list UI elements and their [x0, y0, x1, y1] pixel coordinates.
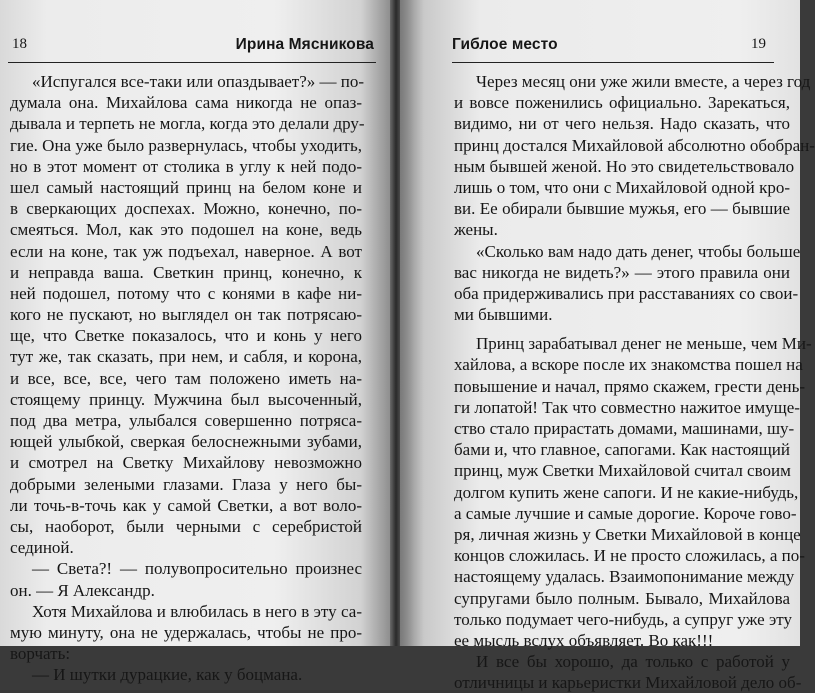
text-line: Принц зарабатывал денег не меньше, чем Ми- — [476, 334, 812, 354]
right-page-text — [454, 71, 815, 693]
text-line: думала она. Михайлова сама никогда не опаз- — [10, 93, 362, 113]
text-line: хайлова, а вскоре после их знакомства пошел на — [454, 355, 803, 375]
text-line: и неправда ваша. Светкин принц, конечно, к — [10, 262, 362, 282]
text-line: жены. — [454, 220, 498, 240]
text-line: тут же, так сказать, при нем, и сабля, и корона, — [10, 347, 362, 367]
page-number: 18 — [12, 36, 27, 52]
text-line: ющей улыбкой, сверкая белоснежными зубами, — [10, 432, 362, 452]
text-line: видимо, ни от чего нельзя. Надо сказать, что — [454, 114, 790, 134]
text-line: «Испугался все-таки или опаздывает?» — по- — [32, 72, 365, 91]
text-line: ным бывшей женой. Но это свидетельствовало — [454, 156, 795, 176]
text-line: дывала и терпеть не могла, когда это делали дру- — [10, 114, 365, 134]
text-line: бами и, что главное, сапогами. Как настоящий — [454, 440, 790, 460]
text-line: кого не пускают, но выглядел он так потрясаю- — [10, 305, 362, 325]
text-line: ней подошел, потому что с конями в кафе ни- — [10, 283, 362, 303]
text-line: — Света?! — полувопросительно произнес — [32, 559, 362, 579]
text-line: принц, муж Светки Михайловой считал своим — [454, 461, 791, 481]
text-line: И все бы хорошо, да только с работой у — [476, 652, 790, 672]
text-line: он. — Я Александр. — [10, 580, 155, 600]
text-line: Через месяц они уже жили вместе, а через год — [476, 72, 811, 91]
text-line: и вовсе поженились официально. Зарекаться, — [454, 93, 790, 113]
text-line: и все, все, все, чего там положено иметь на- — [10, 368, 362, 388]
text-line: повышение и начал, прямо скажем, грести день- — [454, 376, 806, 396]
text-line: под два метра, улыбался совершенно потряса- — [10, 411, 362, 430]
text-line: концов сложилась. И не просто сложилась, а по- — [454, 546, 805, 566]
page-curve-shadow — [400, 0, 414, 646]
text-line: в сверкающих доспехах. Можно, конечно, по- — [10, 199, 362, 219]
text-line: ще, что Светке показалось, что и конь у него — [10, 326, 362, 346]
text-line: принц достался Михайловой абсолютно обобран- — [454, 135, 815, 155]
text-line: ворчать: — [10, 644, 71, 664]
text-line: лишь о том, что они с Михайловой одной кро- — [454, 177, 790, 197]
text-line: сы, наоборот, были черными с серебристой — [10, 516, 362, 536]
text-line: сединой. — [10, 538, 74, 558]
text-line: но в этот момент от столика в углу к ней подо- — [10, 156, 362, 176]
text-line: только подумает чего-нибудь, а супруг уже эту — [454, 609, 792, 629]
text-line: а самые лучшие и самые дорогие. Короче гово- — [454, 503, 797, 523]
text-line: шел самый настоящий принц на белом коне и — [10, 177, 362, 197]
page-number: 19 — [751, 36, 766, 52]
left-page-header — [8, 36, 376, 63]
text-line: супругами было полным. Бывало, Михайлова — [454, 588, 790, 608]
text-line: Хотя Михайлова и влюбилась в него в эту са- — [32, 601, 362, 621]
text-line: оба придерживались при расставаниях со свои- — [454, 283, 799, 303]
running-head-title: Гиблое место — [452, 36, 558, 53]
text-line: и смотрел на Светку Михайлову невозможно — [10, 453, 362, 473]
running-head-author: Ирина Мясникова — [235, 36, 374, 53]
text-line: ли точь-в-точь как у самой Светки, а вот воло- — [10, 495, 362, 515]
right-page — [400, 0, 815, 693]
text-line: ви. Ее обирали бывшие мужья, его — бывшие — [454, 199, 790, 219]
text-line: «Сколько вам надо дать денег, чтобы больше — [476, 241, 801, 261]
text-line: смеяться. Мол, как это подошел на коне, ведь — [10, 220, 362, 240]
text-line: гие. Она уже было развернулась, чтобы уходить, — [10, 135, 362, 155]
text-line: вас никогда не видеть?» — этого правила они — [454, 262, 790, 282]
text-line: стоящему принцу. Мужчина был высоченный, — [10, 389, 362, 409]
text-line: долгом купить жене сапоги. И не какие-нибудь, — [454, 482, 799, 502]
text-line: настоящему удалась. Взаимопонимание между — [454, 567, 795, 587]
text-line: ее мысль вслух объявляет. Во как!!! — [454, 630, 714, 650]
text-line: — И шутки дурацкие, как у боцмана. — [32, 665, 303, 685]
text-line: добрыми зелеными глазами. Глаза у него бы- — [10, 474, 362, 494]
text-line: ря, личная жизнь у Светки Михайловой в конце — [454, 524, 801, 544]
left-page — [0, 0, 392, 685]
text-line: если на коне, так уж подъехал, наверное. А вот — [10, 241, 362, 261]
left-page-text — [10, 71, 365, 685]
text-line: мую минуту, она не удержалась, чтобы не про- — [10, 622, 362, 642]
right-page-header — [452, 36, 774, 63]
text-line: ство стало прирастать домами, машинами, шу- — [454, 419, 795, 438]
paragraph-gap — [454, 325, 790, 333]
text-line: ги лопатой! Так что совместно нажитое имуще- — [454, 397, 800, 417]
text-line: отличницы и карьеристки Михайловой дело об- — [454, 673, 802, 693]
text-line: ми бывшими. — [454, 305, 553, 325]
